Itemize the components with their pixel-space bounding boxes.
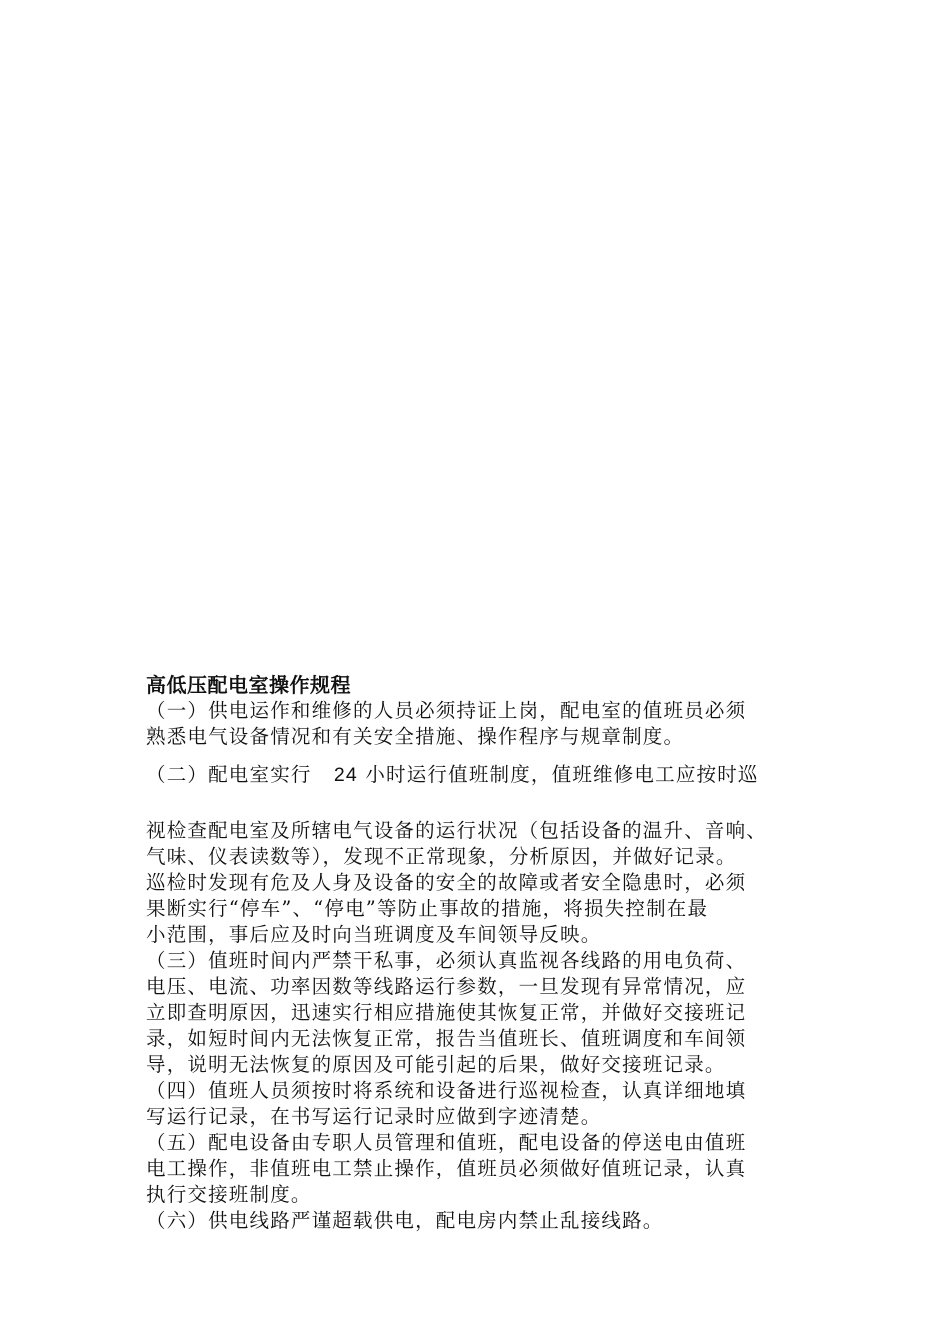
paragraph-1 — [146, 698, 816, 750]
text-line: 熟悉电气设备情况和有关安全措施、操作程序与规章制度。 — [146, 725, 685, 748]
paragraph-6 — [146, 1208, 816, 1234]
paragraph-3 — [146, 948, 816, 1078]
document-title: 高低压配电室操作规程 — [146, 673, 351, 697]
text-line — [146, 762, 816, 788]
text-segment: （二）配电室实行 — [146, 763, 312, 786]
text-line: 巡检时发现有危及人身及设备的安全的故障或者安全隐患时，必须 — [146, 871, 747, 894]
text-line: 录，如短时间内无法恢复正常，报告当值班长、值班调度和车间领 — [146, 1027, 747, 1050]
text-line: 视检查配电室及所辖电气设备的运行状况（包括设备的温升、音响、 — [146, 819, 768, 842]
text-line: 立即查明原因，迅速实行相应措施使其恢复正常，并做好交接班记 — [146, 1001, 747, 1024]
text-segment: 小时运行值班制度，值班维修电工应按时巡 — [365, 763, 759, 786]
text-line: 导，说明无法恢复的原因及可能引起的后果，做好交接班记录。 — [146, 1053, 726, 1076]
text-line: 气味、仪表读数等），发现不正常现象，分析原因，并做好记录。 — [146, 845, 737, 868]
hours-number: 24 — [333, 764, 358, 786]
text-line: （六）供电线路严谨超载供电，配电房内禁止乱接线路。 — [146, 1209, 664, 1232]
text-line: 小范围，事后应及时向当班调度及车间领导反映。 — [146, 923, 602, 946]
text-line: （一）供电运作和维修的人员必须持证上岗，配电室的值班员必须 — [146, 699, 747, 722]
text-line: 写运行记录，在书写运行记录时应做到字迹清楚。 — [146, 1105, 602, 1128]
text-line: 果断实行“停车”、“停电”等防止事故的措施，将损失控制在最 — [146, 897, 709, 920]
text-line: （五）配电设备由专职人员管理和值班，配电设备的停送电由值班 — [146, 1131, 747, 1154]
text-line: 执行交接班制度。 — [146, 1183, 312, 1206]
text-line: 电压、电流、功率因数等线路运行参数，一旦发现有异常情况，应 — [146, 975, 747, 998]
paragraph-5 — [146, 1130, 816, 1208]
text-line: （三）值班时间内严禁干私事，必须认真监视各线路的用电负荷、 — [146, 949, 747, 972]
text-line: 电工操作，非值班电工禁止操作，值班员必须做好值班记录，认真 — [146, 1157, 747, 1180]
paragraph-2 — [146, 762, 816, 948]
paragraph-4 — [146, 1078, 816, 1130]
text-line: （四）值班人员须按时将系统和设备进行巡视检查，认真详细地填 — [146, 1079, 747, 1102]
document-body — [146, 672, 816, 1234]
